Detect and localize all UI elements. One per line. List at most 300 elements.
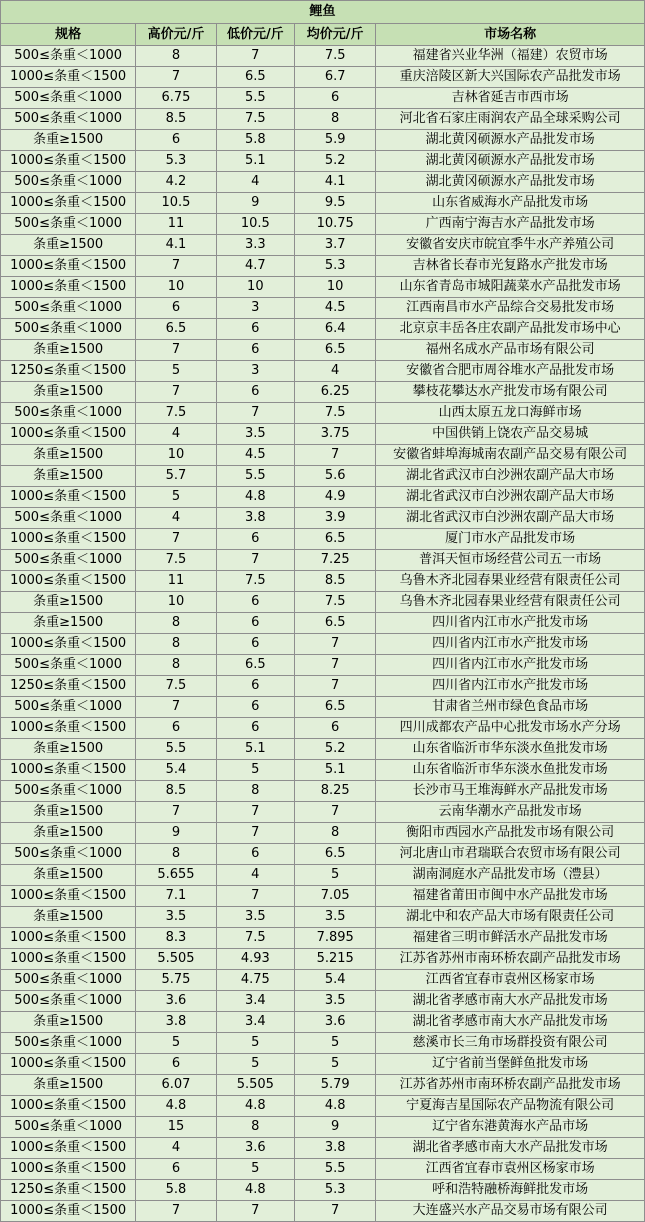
cell-avg-price: 7.895 [294, 928, 375, 949]
cell-spec: 条重≥1500 [1, 823, 136, 844]
table-row [1, 1054, 645, 1075]
table-row [1, 676, 645, 697]
cell-spec: 1000≤条重＜1500 [1, 886, 136, 907]
cell-spec: 条重≥1500 [1, 130, 136, 151]
cell-market: 江苏省苏州市南环桥农副产品批发市场 [376, 1075, 645, 1096]
cell-low-price: 4.93 [216, 949, 294, 970]
cell-spec: 1000≤条重＜1500 [1, 277, 136, 298]
cell-market: 福建省莆田市闽中水产品批发市场 [376, 886, 645, 907]
cell-low-price: 5.8 [216, 130, 294, 151]
cell-market: 呼和浩特融桥海鲜批发市场 [376, 1180, 645, 1201]
cell-low-price: 7 [216, 802, 294, 823]
cell-market: 云南华潮水产品批发市场 [376, 802, 645, 823]
cell-low-price: 3.5 [216, 907, 294, 928]
cell-spec: 条重≥1500 [1, 382, 136, 403]
cell-avg-price: 6.4 [294, 319, 375, 340]
cell-spec: 500≤条重＜1000 [1, 1033, 136, 1054]
cell-high-price: 3.8 [136, 1012, 216, 1033]
cell-market: 山东省青岛市城阳蔬菜水产品批发市场 [376, 277, 645, 298]
cell-high-price: 7 [136, 1201, 216, 1222]
cell-market: 吉林省长春市光复路水产批发市场 [376, 256, 645, 277]
cell-high-price: 6 [136, 718, 216, 739]
table-row [1, 844, 645, 865]
cell-market: 湖北省武汉市白沙洲农副产品大市场 [376, 508, 645, 529]
cell-high-price: 15 [136, 1117, 216, 1138]
cell-spec: 1000≤条重＜1500 [1, 634, 136, 655]
cell-market: 山东省威海水产品批发市场 [376, 193, 645, 214]
cell-spec: 条重≥1500 [1, 445, 136, 466]
cell-avg-price: 4.9 [294, 487, 375, 508]
cell-avg-price: 3.9 [294, 508, 375, 529]
cell-market: 慈溪市长三角市场群投资有限公司 [376, 1033, 645, 1054]
cell-high-price: 6 [136, 1159, 216, 1180]
cell-low-price: 6 [216, 340, 294, 361]
cell-market: 湖北省孝感市南大水产品批发市场 [376, 1012, 645, 1033]
cell-low-price: 7.5 [216, 571, 294, 592]
cell-high-price: 9 [136, 823, 216, 844]
cell-market: 山东省临沂市华东淡水鱼批发市场 [376, 739, 645, 760]
table-row [1, 655, 645, 676]
cell-market: 湖北黄冈硕源水产品批发市场 [376, 151, 645, 172]
cell-avg-price: 4.1 [294, 172, 375, 193]
cell-spec: 1000≤条重＜1500 [1, 1054, 136, 1075]
cell-spec: 500≤条重＜1000 [1, 214, 136, 235]
cell-low-price: 10 [216, 277, 294, 298]
cell-low-price: 3.3 [216, 235, 294, 256]
cell-high-price: 10.5 [136, 193, 216, 214]
table-row [1, 949, 645, 970]
cell-low-price: 7 [216, 886, 294, 907]
table-row [1, 1159, 645, 1180]
table-row [1, 256, 645, 277]
cell-avg-price: 6 [294, 718, 375, 739]
cell-low-price: 9 [216, 193, 294, 214]
cell-market: 河北省石家庄雨润农产品全球采购公司 [376, 109, 645, 130]
cell-high-price: 8 [136, 613, 216, 634]
cell-high-price: 6.07 [136, 1075, 216, 1096]
cell-market: 乌鲁木齐北园春果业经营有限责任公司 [376, 592, 645, 613]
table-row [1, 1180, 645, 1201]
cell-market: 山西太原五龙口海鲜市场 [376, 403, 645, 424]
table-row [1, 1012, 645, 1033]
cell-spec: 1000≤条重＜1500 [1, 1138, 136, 1159]
table-row [1, 991, 645, 1012]
cell-high-price: 8.5 [136, 781, 216, 802]
cell-high-price: 6 [136, 130, 216, 151]
cell-low-price: 6 [216, 319, 294, 340]
cell-avg-price: 7.25 [294, 550, 375, 571]
cell-avg-price: 5.79 [294, 1075, 375, 1096]
cell-spec: 条重≥1500 [1, 739, 136, 760]
table-row [1, 550, 645, 571]
cell-low-price: 4.75 [216, 970, 294, 991]
cell-avg-price: 3.8 [294, 1138, 375, 1159]
cell-high-price: 6 [136, 298, 216, 319]
cell-spec: 条重≥1500 [1, 907, 136, 928]
cell-high-price: 7.5 [136, 676, 216, 697]
cell-spec: 500≤条重＜1000 [1, 319, 136, 340]
cell-spec: 条重≥1500 [1, 340, 136, 361]
cell-high-price: 8 [136, 844, 216, 865]
table-row [1, 697, 645, 718]
cell-spec: 1000≤条重＜1500 [1, 928, 136, 949]
cell-avg-price: 5.2 [294, 151, 375, 172]
cell-high-price: 7 [136, 697, 216, 718]
cell-spec: 条重≥1500 [1, 466, 136, 487]
table-row [1, 1096, 645, 1117]
cell-market: 衡阳市西园水产品批发市场有限公司 [376, 823, 645, 844]
cell-avg-price: 5.6 [294, 466, 375, 487]
table-row [1, 1201, 645, 1222]
table-row [1, 781, 645, 802]
cell-spec: 500≤条重＜1000 [1, 781, 136, 802]
cell-high-price: 7 [136, 256, 216, 277]
cell-low-price: 4.5 [216, 445, 294, 466]
table-row [1, 634, 645, 655]
cell-spec: 500≤条重＜1000 [1, 46, 136, 67]
cell-high-price: 5 [136, 1033, 216, 1054]
cell-low-price: 7.5 [216, 109, 294, 130]
cell-spec: 500≤条重＜1000 [1, 298, 136, 319]
cell-high-price: 5.3 [136, 151, 216, 172]
cell-low-price: 6 [216, 613, 294, 634]
cell-avg-price: 4.5 [294, 298, 375, 319]
cell-avg-price: 7.5 [294, 592, 375, 613]
cell-spec: 1000≤条重＜1500 [1, 760, 136, 781]
cell-spec: 500≤条重＜1000 [1, 655, 136, 676]
cell-spec: 1000≤条重＜1500 [1, 571, 136, 592]
header-market: 市场名称 [376, 24, 645, 46]
table-row [1, 508, 645, 529]
cell-low-price: 7 [216, 403, 294, 424]
table-row [1, 487, 645, 508]
cell-avg-price: 6.5 [294, 529, 375, 550]
cell-avg-price: 7.5 [294, 46, 375, 67]
table-row [1, 823, 645, 844]
cell-avg-price: 7 [294, 655, 375, 676]
table-row [1, 1033, 645, 1054]
cell-spec: 条重≥1500 [1, 1075, 136, 1096]
cell-avg-price: 4.8 [294, 1096, 375, 1117]
cell-market: 江西省宜春市袁州区杨家市场 [376, 1159, 645, 1180]
cell-market: 中国供销上饶农产品交易城 [376, 424, 645, 445]
cell-low-price: 6 [216, 529, 294, 550]
cell-market: 甘肃省兰州市绿色食品市场 [376, 697, 645, 718]
cell-market: 四川省内江市水产批发市场 [376, 676, 645, 697]
cell-low-price: 3.4 [216, 991, 294, 1012]
cell-low-price: 7 [216, 550, 294, 571]
cell-avg-price: 6.7 [294, 67, 375, 88]
cell-market: 四川省内江市水产批发市场 [376, 613, 645, 634]
cell-avg-price: 5.4 [294, 970, 375, 991]
cell-market: 辽宁省东港黄海水产品市场 [376, 1117, 645, 1138]
cell-avg-price: 6.5 [294, 340, 375, 361]
table-row [1, 403, 645, 424]
cell-high-price: 7 [136, 802, 216, 823]
table-row [1, 886, 645, 907]
cell-market: 厦门市水产品批发市场 [376, 529, 645, 550]
cell-low-price: 5.5 [216, 466, 294, 487]
table-row [1, 424, 645, 445]
cell-market: 重庆涪陵区新大兴国际农产品批发市场 [376, 67, 645, 88]
cell-avg-price: 7 [294, 1201, 375, 1222]
cell-market: 安徽省安庆市皖宜季牛水产养殖公司 [376, 235, 645, 256]
cell-high-price: 4 [136, 424, 216, 445]
cell-spec: 1000≤条重＜1500 [1, 487, 136, 508]
cell-market: 攀枝花攀达水产批发市场有限公司 [376, 382, 645, 403]
table-row [1, 277, 645, 298]
cell-market: 山东省临沂市华东淡水鱼批发市场 [376, 760, 645, 781]
table-row [1, 592, 645, 613]
cell-spec: 1000≤条重＜1500 [1, 1201, 136, 1222]
table-row [1, 46, 645, 67]
cell-spec: 500≤条重＜1000 [1, 508, 136, 529]
cell-low-price: 7.5 [216, 928, 294, 949]
table-row [1, 361, 645, 382]
cell-high-price: 7.5 [136, 550, 216, 571]
cell-low-price: 3.5 [216, 424, 294, 445]
cell-low-price: 8 [216, 781, 294, 802]
table-row [1, 1117, 645, 1138]
cell-spec: 1000≤条重＜1500 [1, 256, 136, 277]
cell-low-price: 5.1 [216, 151, 294, 172]
cell-low-price: 6 [216, 592, 294, 613]
cell-spec: 1250≤条重＜1500 [1, 676, 136, 697]
cell-high-price: 7 [136, 529, 216, 550]
cell-market: 江西南昌市水产品综合交易批发市场 [376, 298, 645, 319]
cell-high-price: 6.5 [136, 319, 216, 340]
cell-low-price: 4 [216, 865, 294, 886]
cell-low-price: 3 [216, 298, 294, 319]
cell-spec: 500≤条重＜1000 [1, 844, 136, 865]
header-spec: 规格 [1, 24, 136, 46]
table-row [1, 760, 645, 781]
cell-spec: 500≤条重＜1000 [1, 970, 136, 991]
cell-market: 北京京丰岳各庄农副产品批发市场中心 [376, 319, 645, 340]
cell-high-price: 5.7 [136, 466, 216, 487]
cell-avg-price: 5.3 [294, 256, 375, 277]
cell-spec: 1000≤条重＜1500 [1, 529, 136, 550]
cell-avg-price: 8.25 [294, 781, 375, 802]
cell-spec: 500≤条重＜1000 [1, 697, 136, 718]
cell-low-price: 4.8 [216, 1096, 294, 1117]
cell-spec: 1250≤条重＜1500 [1, 1180, 136, 1201]
cell-low-price: 3.8 [216, 508, 294, 529]
table-row [1, 529, 645, 550]
table-row [1, 88, 645, 109]
cell-spec: 1250≤条重＜1500 [1, 361, 136, 382]
cell-avg-price: 7.5 [294, 403, 375, 424]
cell-low-price: 5 [216, 760, 294, 781]
cell-spec: 1000≤条重＜1500 [1, 193, 136, 214]
cell-high-price: 5 [136, 361, 216, 382]
cell-avg-price: 3.5 [294, 991, 375, 1012]
cell-avg-price: 8 [294, 823, 375, 844]
table-row [1, 466, 645, 487]
cell-spec: 1000≤条重＜1500 [1, 1159, 136, 1180]
cell-avg-price: 7 [294, 445, 375, 466]
cell-avg-price: 9.5 [294, 193, 375, 214]
table-row [1, 970, 645, 991]
cell-market: 湖南洞庭水产品批发市场（澧县） [376, 865, 645, 886]
cell-market: 宁夏海吉星国际农产品物流有限公司 [376, 1096, 645, 1117]
cell-market: 四川省内江市水产批发市场 [376, 634, 645, 655]
cell-avg-price: 5.9 [294, 130, 375, 151]
header-low-price: 低价元/斤 [216, 24, 294, 46]
table-row [1, 67, 645, 88]
cell-market: 湖北黄冈硕源水产品批发市场 [376, 172, 645, 193]
cell-market: 四川省内江市水产批发市场 [376, 655, 645, 676]
cell-low-price: 5.5 [216, 88, 294, 109]
cell-avg-price: 6.5 [294, 613, 375, 634]
cell-spec: 1000≤条重＜1500 [1, 424, 136, 445]
cell-spec: 1000≤条重＜1500 [1, 151, 136, 172]
cell-low-price: 7 [216, 1201, 294, 1222]
cell-avg-price: 5 [294, 1054, 375, 1075]
cell-high-price: 5.505 [136, 949, 216, 970]
cell-spec: 1000≤条重＜1500 [1, 1096, 136, 1117]
cell-low-price: 6 [216, 718, 294, 739]
cell-avg-price: 6.5 [294, 844, 375, 865]
cell-high-price: 10 [136, 445, 216, 466]
cell-high-price: 4.8 [136, 1096, 216, 1117]
cell-low-price: 4 [216, 172, 294, 193]
cell-high-price: 3.6 [136, 991, 216, 1012]
cell-market: 广西南宁海吉水产品批发市场 [376, 214, 645, 235]
cell-avg-price: 5.5 [294, 1159, 375, 1180]
cell-market: 大连盛兴水产品交易市场有限公司 [376, 1201, 645, 1222]
table-row [1, 907, 645, 928]
cell-market: 湖北省孝感市南大水产品批发市场 [376, 1138, 645, 1159]
cell-low-price: 10.5 [216, 214, 294, 235]
cell-spec: 500≤条重＜1000 [1, 88, 136, 109]
cell-avg-price: 5 [294, 865, 375, 886]
cell-spec: 1000≤条重＜1500 [1, 949, 136, 970]
cell-spec: 500≤条重＜1000 [1, 403, 136, 424]
cell-avg-price: 10 [294, 277, 375, 298]
cell-market: 辽宁省前当堡鲜鱼批发市场 [376, 1054, 645, 1075]
cell-market: 吉林省延吉市西市场 [376, 88, 645, 109]
cell-high-price: 8.3 [136, 928, 216, 949]
cell-avg-price: 3.6 [294, 1012, 375, 1033]
cell-high-price: 6 [136, 1054, 216, 1075]
cell-low-price: 6 [216, 676, 294, 697]
cell-low-price: 5 [216, 1033, 294, 1054]
cell-high-price: 4 [136, 1138, 216, 1159]
cell-avg-price: 3.75 [294, 424, 375, 445]
cell-market: 乌鲁木齐北园春果业经营有限责任公司 [376, 571, 645, 592]
cell-spec: 500≤条重＜1000 [1, 991, 136, 1012]
cell-low-price: 5.1 [216, 739, 294, 760]
cell-high-price: 4 [136, 508, 216, 529]
cell-market: 湖北中和农产品大市场有限责任公司 [376, 907, 645, 928]
header-row [1, 24, 645, 46]
cell-avg-price: 3.7 [294, 235, 375, 256]
cell-avg-price: 7 [294, 802, 375, 823]
cell-market: 湖北省武汉市白沙洲农副产品大市场 [376, 466, 645, 487]
cell-avg-price: 3.5 [294, 907, 375, 928]
cell-avg-price: 7 [294, 634, 375, 655]
cell-high-price: 4.1 [136, 235, 216, 256]
cell-market: 福建省兴业华洲（福建）农贸市场 [376, 46, 645, 67]
cell-high-price: 7.5 [136, 403, 216, 424]
cell-high-price: 3.5 [136, 907, 216, 928]
cell-high-price: 8 [136, 655, 216, 676]
table-row [1, 298, 645, 319]
cell-low-price: 6.5 [216, 67, 294, 88]
cell-avg-price: 5 [294, 1033, 375, 1054]
table-row [1, 340, 645, 361]
cell-high-price: 8 [136, 634, 216, 655]
cell-market: 安徽省蚌埠海城南农副产品交易有限公司 [376, 445, 645, 466]
cell-low-price: 7 [216, 823, 294, 844]
cell-low-price: 5.505 [216, 1075, 294, 1096]
cell-avg-price: 10.75 [294, 214, 375, 235]
table-title: 鲤鱼 [1, 1, 645, 24]
cell-high-price: 5.4 [136, 760, 216, 781]
table-body [1, 46, 645, 1222]
cell-spec: 500≤条重＜1000 [1, 550, 136, 571]
table-row [1, 214, 645, 235]
cell-avg-price: 5.1 [294, 760, 375, 781]
cell-market: 河北唐山市君瑞联合农贸市场有限公司 [376, 844, 645, 865]
cell-high-price: 5.5 [136, 739, 216, 760]
cell-low-price: 4.8 [216, 1180, 294, 1201]
table-row [1, 109, 645, 130]
cell-high-price: 11 [136, 214, 216, 235]
cell-low-price: 6 [216, 634, 294, 655]
table-row [1, 739, 645, 760]
cell-low-price: 3 [216, 361, 294, 382]
cell-spec: 条重≥1500 [1, 802, 136, 823]
table-row [1, 571, 645, 592]
cell-spec: 1000≤条重＜1500 [1, 67, 136, 88]
cell-spec: 条重≥1500 [1, 592, 136, 613]
cell-market: 福州名成水产品市场有限公司 [376, 340, 645, 361]
cell-market: 安徽省合肥市周谷堆水产品批发市场 [376, 361, 645, 382]
cell-spec: 条重≥1500 [1, 1012, 136, 1033]
table-row [1, 1138, 645, 1159]
cell-avg-price: 7 [294, 676, 375, 697]
cell-low-price: 5 [216, 1054, 294, 1075]
cell-low-price: 4.8 [216, 487, 294, 508]
table-row [1, 151, 645, 172]
table-row [1, 235, 645, 256]
cell-high-price: 8 [136, 46, 216, 67]
cell-avg-price: 9 [294, 1117, 375, 1138]
cell-low-price: 6 [216, 697, 294, 718]
cell-market: 江西省宜春市袁州区杨家市场 [376, 970, 645, 991]
table-row [1, 865, 645, 886]
cell-spec: 500≤条重＜1000 [1, 1117, 136, 1138]
cell-market: 湖北省武汉市白沙洲农副产品大市场 [376, 487, 645, 508]
table-row [1, 445, 645, 466]
cell-spec: 条重≥1500 [1, 865, 136, 886]
cell-low-price: 3.4 [216, 1012, 294, 1033]
cell-avg-price: 4 [294, 361, 375, 382]
cell-avg-price: 8.5 [294, 571, 375, 592]
cell-low-price: 7 [216, 46, 294, 67]
cell-high-price: 4.2 [136, 172, 216, 193]
table-row [1, 928, 645, 949]
cell-market: 江苏省苏州市南环桥农副产品批发市场 [376, 949, 645, 970]
cell-high-price: 7.1 [136, 886, 216, 907]
cell-low-price: 8 [216, 1117, 294, 1138]
cell-high-price: 7 [136, 340, 216, 361]
cell-high-price: 10 [136, 277, 216, 298]
table-row [1, 802, 645, 823]
cell-avg-price: 8 [294, 109, 375, 130]
